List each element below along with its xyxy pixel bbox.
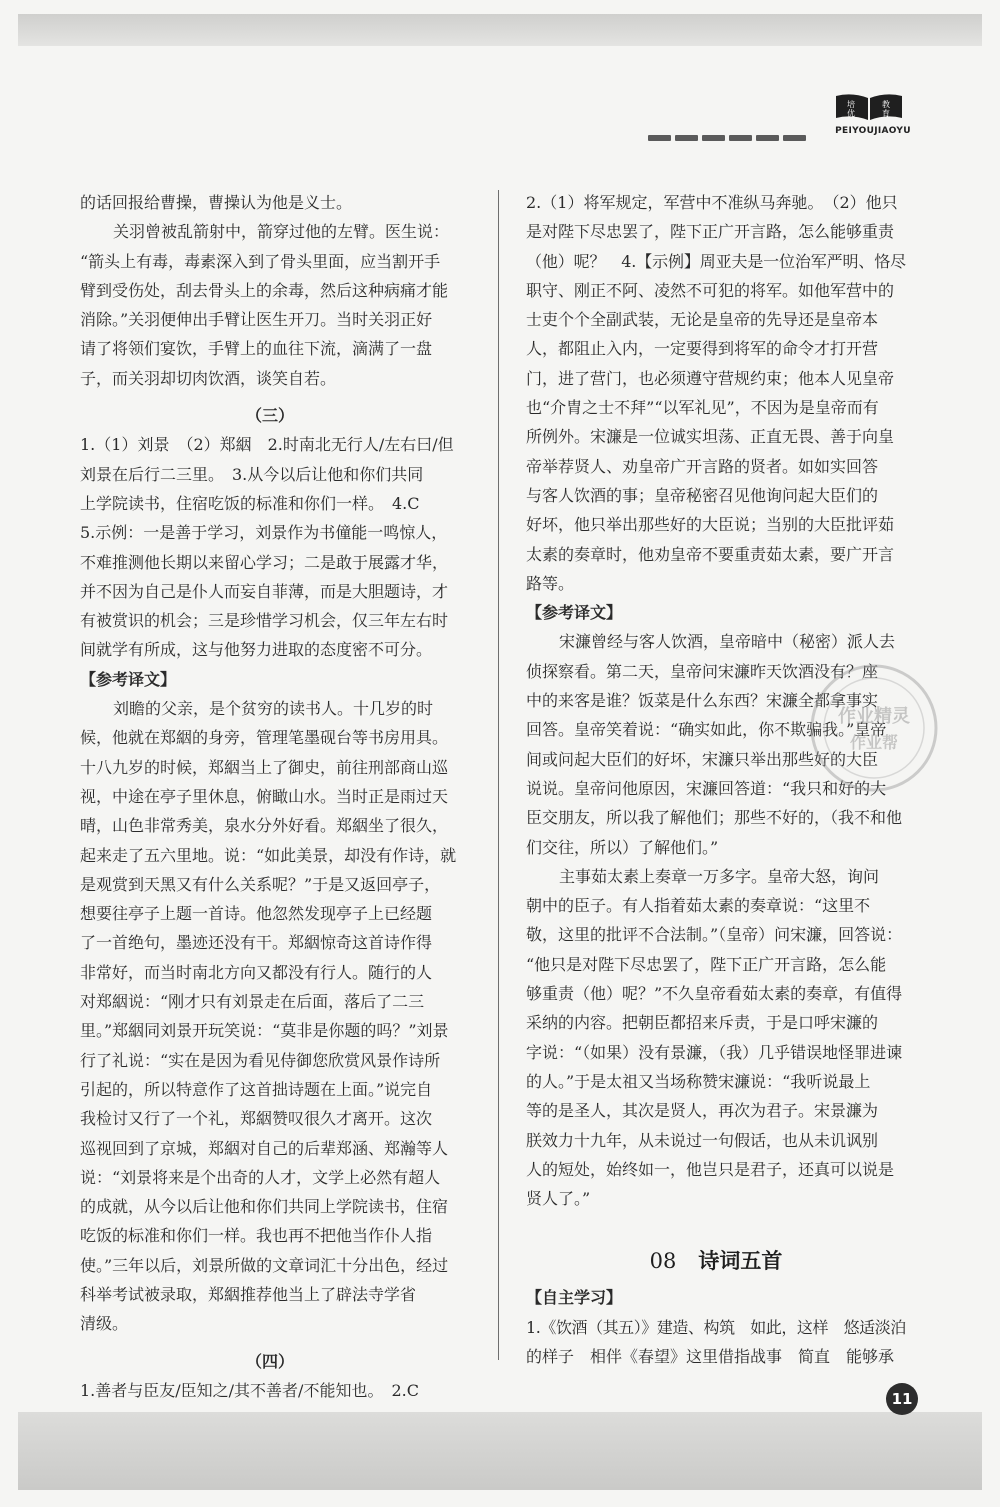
bottom-decorative-band: [18, 1412, 982, 1490]
section-marker: （三）: [245, 406, 294, 426]
text-line: 行了礼说：“实在是因为看见侍御您欣赏风景作诗所: [80, 1050, 441, 1070]
svg-text:育: 育: [882, 109, 890, 118]
text-line: 吃饭的标准和你们一样。我也再不把他当作仆人指: [80, 1226, 433, 1246]
text-line: 上学院读书，住宿吃饭的标准和你们一样。 4.C: [80, 493, 420, 513]
text-line: 有被赏识的机会；三是珍惜学习机会，仅三年左右时: [80, 611, 449, 631]
watermark-text: 作业精灵: [838, 706, 910, 727]
text-line: 好坏，他只举出那些好的大臣说；当别的大臣批评茹: [526, 515, 895, 535]
brand-name: PEIYOUJIAOYU: [835, 126, 911, 136]
text-line: 使。”三年以后，刘景所做的文章词汇十分出色，经过: [80, 1255, 449, 1275]
brand-logo: [828, 92, 914, 148]
text-line: 够重责（他）呢？”不久皇帝看茹太素的奏章，有值得: [526, 984, 903, 1004]
text-line: 太素的奏章时，他劝皇帝不要重责茹太素，要广开言: [526, 544, 895, 564]
text-line: 1.（1）刘景 （2）郑絪 2.时南北无行人/左右曰/但: [80, 435, 454, 455]
text-line: 朝中的臣子。有人指着茹太素的奏章说：“这里不: [526, 896, 871, 916]
text-line: 科举考试被录取，郑絪推荐他当上了辟法寺学省: [80, 1284, 417, 1304]
text-line: 1.善者与臣友/臣知之/其不善者/不能知也。 2.C: [80, 1380, 419, 1400]
section-marker: （四）: [245, 1351, 294, 1371]
text-line: 回答。皇帝笑着说：“确实如此，你不欺骗我。”皇帝: [526, 720, 887, 740]
text-line: 采纳的内容。把朝臣都招来斥责，于是口呼宋濂的: [526, 1013, 879, 1033]
text-line: 的话回报给曹操，曹操认为他是义士。: [80, 193, 353, 212]
text-line: 不难推测他长期以来留心学习；二是敢于展露才华，: [80, 552, 449, 572]
text-line: 们交往，所以）了解他们。”: [526, 837, 719, 857]
text-line: 刘瞻的父亲，是个贫穷的读书人。十几岁的时: [113, 699, 434, 719]
text-line: 字说：“（如果）没有景濂，（我）几乎错误地怪罪进谏: [526, 1042, 903, 1062]
text-line: 2.（1）将军规定，军营中不准纵马奔驰。 （2）他只: [526, 193, 898, 212]
text-line: 非常好，而当时南北方向又都没有行人。随行的人: [80, 962, 433, 982]
text-line: 主事茹太素上奏章一万多字。皇帝大怒，询问: [559, 866, 880, 886]
text-line: 也“介胄之士不拜”“以军礼见”，不因为是皇帝而有: [526, 398, 879, 418]
section-number: 08: [649, 1249, 677, 1274]
reference-translation-heading: 【参考译文】: [526, 603, 623, 623]
right-column: [526, 188, 906, 1371]
text-line: 1.《饮酒（其五）》建造、构筑 如此，这样 悠适淡泊: [526, 1317, 906, 1337]
text-line: 路等。: [526, 573, 575, 593]
text-line: 消除。”关羽便伸出手臂让医生开刀。当时关羽正好: [80, 310, 433, 330]
open-book-icon: [834, 92, 904, 122]
left-column: [80, 188, 460, 1405]
text-line: 侦探察看。第二天，皇帝问宋濂昨天饮酒没有？座: [526, 661, 879, 681]
text-line: 宋濂曾经与客人饮酒，皇帝暗中（秘密）派人去: [559, 632, 896, 652]
text-line: 士吏个个全副武装，无论是皇帝的先导还是皇帝本: [526, 310, 879, 330]
section-title-text: 诗词五首: [698, 1249, 783, 1274]
text-line: 清级。: [80, 1314, 129, 1334]
section-title: [526, 1239, 906, 1283]
text-line: 门，进了营门，也必须遵守营规约束；他本人见皇帝: [526, 368, 895, 388]
top-decorative-band: [18, 14, 982, 46]
text-line: 对郑絪说：“刚才只有刘景走在后面，落后了二三: [80, 992, 425, 1012]
text-line: 所例外。宋濂是一位诚实坦荡、正直无畏、善于向皇: [526, 427, 895, 447]
text-line: “他只是对陛下尽忠罢了，陛下正广开言路，怎么能: [526, 954, 887, 974]
text-line: 中的来客是谁？饭菜是什么东西？宋濂全都拿事实: [526, 691, 879, 711]
text-line: 视，中途在亭子里休息，俯瞰山水。当时正是雨过天: [80, 786, 449, 806]
text-line: 间或问起大臣们的好坏，宋濂只举出那些好的大臣: [526, 749, 879, 769]
text-line: 候，他就在郑絪的身旁，管理笔墨砚台等书房用具。: [80, 728, 449, 748]
page-number: 11: [886, 1383, 918, 1415]
text-line: 请了将领们宴饮，手臂上的血往下流，滴满了一盘: [80, 339, 433, 359]
self-study-heading: 【自主学习】: [526, 1288, 623, 1308]
text-line: 说说。皇帝问他原因，宋濂回答道：“我只和好的大: [526, 778, 887, 798]
text-line: 的人。”于是太祖又当场称赞宋濂说：“我听说最上: [526, 1071, 871, 1091]
text-line: 与客人饮酒的事；皇帝秘密召见他询问起大臣们的: [526, 485, 879, 505]
text-line: 引起的，所以特意作了这首拙诗题在上面。”说完自: [80, 1079, 433, 1099]
text-line: 晴，山色非常秀美，泉水分外好看。郑絪坐了很久，: [80, 816, 449, 836]
column-divider: [498, 190, 499, 1360]
text-line: “箭头上有毒，毒素深入到了骨头里面，应当割开手: [80, 251, 441, 271]
text-line: 关羽曾被乱箭射中，箭穿过他的左臂。医生说：: [113, 222, 450, 242]
text-line: 的成就，从今以后让他和你们共同上学院读书，住宿: [80, 1197, 449, 1217]
decorative-dash-row: [648, 135, 808, 145]
text-line: 是观赏到天黑又有什么关系呢？”于是又返回亭子，: [80, 874, 441, 894]
text-line: （他）呢？ 4.【示例】周亚夫是一位治军严明、恪尽: [526, 251, 907, 271]
reference-translation-heading: 【参考译文】: [80, 669, 177, 689]
text-line: 刘景在后行二三里。 3.从今以后让他和你们共同: [80, 464, 424, 484]
text-line: 职守、刚正不阿、凌然不可犯的将军。如他军营中的: [526, 280, 895, 300]
text-line: 巡视回到了京城，郑絪对自己的后辈郑涵、郑瀚等人: [80, 1138, 449, 1158]
svg-text:教: 教: [882, 100, 890, 109]
text-line: 贤人了。”: [526, 1189, 591, 1209]
text-line: 了一首绝句，墨迹还没有干。郑絪惊奇这首诗作得: [80, 933, 433, 953]
svg-text:优: 优: [847, 109, 855, 118]
text-line: 我检讨又行了一个礼，郑絪赞叹很久才离开。这次: [80, 1109, 433, 1129]
text-line: 等的是圣人，其次是贤人，再次为君子。宋景濂为: [526, 1101, 879, 1121]
text-line: 朕效力十九年，从未说过一句假话，也从未讥讽别: [526, 1130, 879, 1150]
svg-text:培: 培: [847, 100, 855, 109]
text-line: 子，而关羽却切肉饮酒，谈笑自若。: [80, 368, 337, 388]
text-line: 十八九岁的时候，郑絪当上了御史，前往刑部商山巡: [80, 757, 449, 777]
text-line: 说：“刘景将来是个出奇的人才，文学上必然有超人: [80, 1167, 441, 1187]
text-line: 起来走了五六里地。说：“如此美景，却没有作诗，就: [80, 845, 457, 865]
text-line: 臂到受伤处，刮去骨头上的余毒，然后这种病痛才能: [80, 280, 449, 300]
text-line: 人的短处，始终如一，他岂只是君子，还真可以说是: [526, 1159, 895, 1179]
text-line: 人，都阻止入内，一定要得到将军的命令才打开营: [526, 339, 879, 359]
text-line: 想要往亭子上题一首诗。他忽然发现亭子上已经题: [80, 904, 433, 924]
text-line: 并不因为自己是仆人而妄自菲薄，而是大胆题诗，才: [80, 581, 449, 601]
text-line: 的样子 相伴《春望》这里借指战事 简直 能够承: [526, 1346, 895, 1366]
text-line: 间就学有所成，这与他努力进取的态度密不可分。: [80, 640, 433, 660]
text-line: 臣交朋友，所以我了解他们；那些不好的，（我不和他: [526, 808, 903, 828]
text-line: 是对陛下尽忠罢了，陛下正广开言路，怎么能够重责: [526, 222, 895, 242]
text-line: 里。”郑絪同刘景开玩笑说：“莫非是你题的吗？”刘景: [80, 1021, 449, 1041]
text-line: 敬，这里的批评不合法制。”（皇帝）问宋濂，回答说：: [526, 925, 903, 945]
text-line: 帝举荐贤人、劝皇帝广开言路的贤者。如如实回答: [526, 456, 879, 476]
text-line: 5.示例：一是善于学习，刘景作为书僮能一鸣惊人，: [80, 523, 448, 543]
watermark-text: 作业帮: [849, 733, 899, 752]
